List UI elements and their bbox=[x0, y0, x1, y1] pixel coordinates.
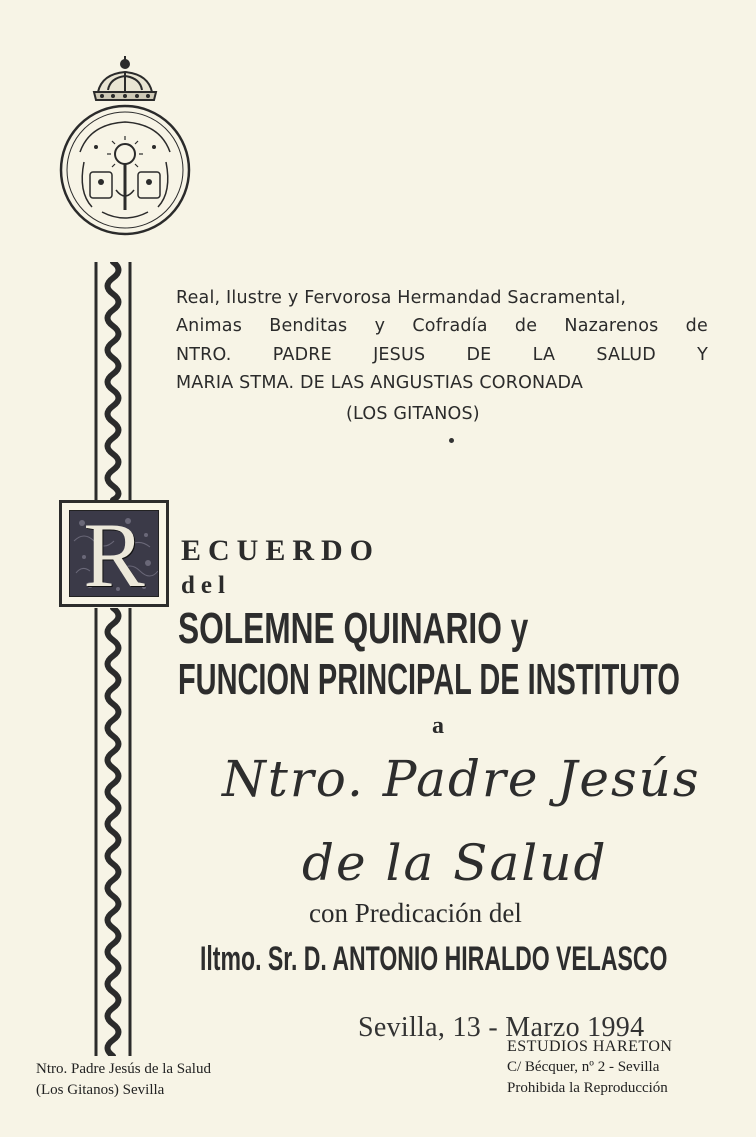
solemne-quinario-heading: SOLEMNE QUINARIO y bbox=[178, 604, 529, 653]
header-word: de bbox=[514, 316, 538, 336]
header-word: NTRO. bbox=[176, 345, 232, 365]
studio-address: C/ Bécquer, nº 2 - Sevilla bbox=[507, 1059, 660, 1075]
header-line-2 bbox=[176, 316, 708, 336]
footer-left bbox=[36, 1059, 211, 1101]
header-line-5: (LOS GITANOS) bbox=[346, 404, 480, 424]
del-word: del bbox=[181, 572, 231, 599]
place-and-date: Sevilla, 13 - Marzo 1994 bbox=[358, 1012, 645, 1043]
footer-right bbox=[507, 1036, 672, 1099]
header-word: Nazarenos bbox=[564, 316, 659, 336]
studio-name: ESTUDIOS HARETON bbox=[507, 1038, 673, 1055]
header-line-1: Real, Ilustre y Fervorosa Hermandad Sacramental, bbox=[176, 288, 627, 308]
header-line-4: MARIA STMA. DE LAS ANGUSTIAS CORONADA bbox=[176, 373, 584, 393]
footer-left-line-1: Ntro. Padre Jesús de la Salud bbox=[36, 1061, 211, 1077]
brotherhood-emblem-icon bbox=[50, 52, 200, 242]
funcion-principal-heading: FUNCION PRINCIPAL DE INSTITUTO bbox=[178, 655, 680, 704]
reproduction-notice: Prohibida la Reproducción bbox=[507, 1080, 668, 1096]
script-line-de-la-salud: de la Salud bbox=[302, 834, 608, 892]
recuerdo-word: ECUERDO bbox=[181, 534, 381, 567]
header-line-3 bbox=[176, 345, 708, 365]
separator-dot bbox=[449, 438, 454, 443]
preposition-a: a bbox=[432, 713, 444, 739]
header-word: Y bbox=[697, 345, 708, 365]
predicacion-line: con Predicación del bbox=[309, 898, 522, 928]
header-word: DE bbox=[466, 345, 492, 365]
header-word: Cofradía bbox=[412, 316, 488, 336]
header-word: de bbox=[685, 316, 708, 336]
header-word: y bbox=[374, 316, 386, 336]
header-word: SALUD bbox=[596, 345, 656, 365]
preacher-name: Iltmo. Sr. D. ANTONIO HIRALDO VELASCO bbox=[200, 940, 668, 978]
initial-letter: R bbox=[83, 510, 145, 597]
header-word: Benditas bbox=[269, 316, 348, 336]
ornamental-border-bottom bbox=[92, 608, 138, 1056]
header-word: LA bbox=[532, 345, 556, 365]
ornamental-border-top bbox=[92, 262, 138, 500]
script-line-ntro-padre-jesus: Ntro. Padre Jesús bbox=[222, 750, 701, 808]
decorative-initial-box bbox=[59, 500, 169, 607]
header-word: PADRE bbox=[272, 345, 332, 365]
header-word: Animas bbox=[176, 316, 243, 336]
header-word: JESUS bbox=[373, 345, 426, 365]
initial-background bbox=[69, 510, 159, 597]
footer-left-line-2: (Los Gitanos) Sevilla bbox=[36, 1082, 165, 1098]
